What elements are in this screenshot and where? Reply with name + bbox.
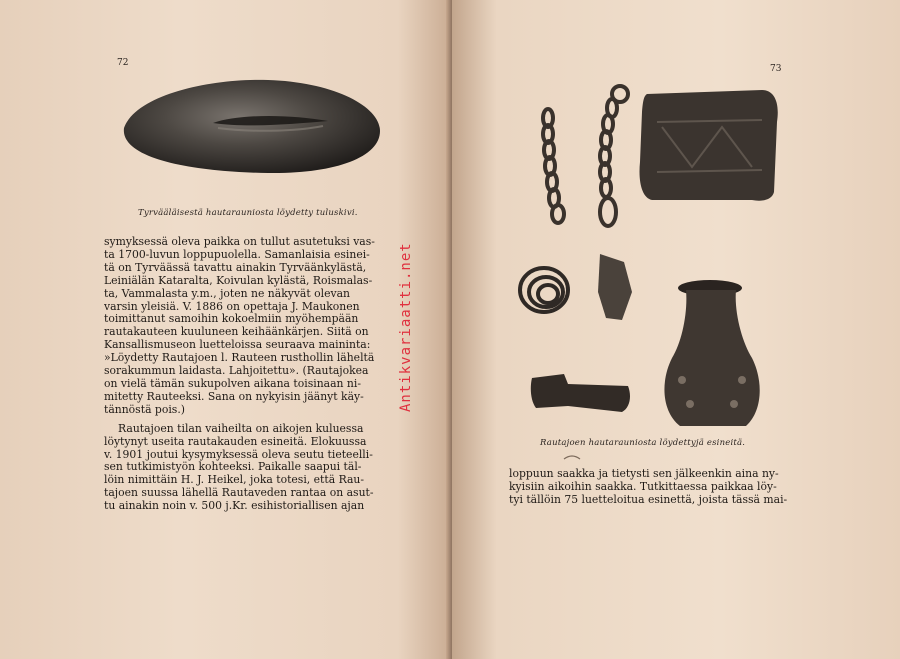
text-line: tännöstä pois.) xyxy=(104,403,185,416)
paragraph-3 xyxy=(509,468,801,507)
decorated-plate-artifact xyxy=(640,90,778,201)
text-line: kyisiin aikoihin saakka. Tutkittaessa paikkaa löy- xyxy=(509,480,777,493)
text-line: symyksessä oleva paikka on tullut asutetuksi vas- xyxy=(104,236,375,248)
text-line: ta 1700-luvun loppupuolella. Samanlaisia esinei- xyxy=(104,248,370,261)
text-line: varsin yleisiä. V. 1886 on opettaja J. Maukonen xyxy=(104,300,360,313)
text-line: Rautajoen tilan vaiheilta on aikojen kuluessa xyxy=(118,422,364,435)
text-line: löin nimittäin H. J. Heikel, joka totesi, että Rau- xyxy=(104,474,365,487)
text-line: toimittanut samoihin kokoelmiin myöhempään xyxy=(104,313,359,326)
text-line: »Löydetty Rautajoen l. Rauteen rusthollin läheltä xyxy=(104,352,375,365)
spiral-ring-artifact xyxy=(520,268,568,312)
bronze-vessel-artifact xyxy=(664,280,759,426)
iron-tool-artifact xyxy=(531,374,630,412)
left-body-text xyxy=(104,236,394,513)
text-line: Leiniälän Kataralta, Koivulan kylästä, Roismalas- xyxy=(104,274,373,287)
right-figure-caption: Rautajoen hautarauniosta löydettyjä esineitä. xyxy=(540,438,746,448)
flint-stone-image xyxy=(118,76,384,176)
text-line: ta, Vammalasta y.m., joten ne näkyvät olevan xyxy=(104,287,350,300)
paragraph-2 xyxy=(104,423,394,513)
watermark: Antikvariaatti.net xyxy=(398,242,414,412)
right-body-text xyxy=(509,468,801,507)
text-line: v. 1901 joutui kysymyksessä oleva seutu tieteelli- xyxy=(104,448,373,461)
page-number-left: 72 xyxy=(117,58,129,68)
text-line: rautakauteen kuuluneen keihäänkärjen. Siitä on xyxy=(104,326,369,339)
text-line: löytynyt useita rautakauden esineitä. Elokuussa xyxy=(104,435,367,448)
text-line: mitetty Rauteeksi. Sana on nykyisin jäänyt käy- xyxy=(104,390,364,403)
text-line: sorakummun laidasta. Lahjoitettu». (Rautajokea xyxy=(104,365,369,378)
text-line: tu ainakin noin v. 500 j.Kr. esihistoriallisen ajan xyxy=(104,500,365,513)
ornament-glyph xyxy=(562,453,582,463)
fragment-artifact xyxy=(598,254,632,320)
right-page xyxy=(452,0,900,659)
text-line: tä on Tyrväässä tavattu ainakin Tyrväänkylästä, xyxy=(104,261,367,274)
text-line: on vielä tämän sukupolven aikana toisinaan ni- xyxy=(104,377,361,390)
chain-artifact-1 xyxy=(543,109,564,223)
iron-age-artifacts-image xyxy=(512,82,792,434)
text-line: Kansallismuseon luetteloissa seuraava maininta: xyxy=(104,339,371,352)
text-line: loppuun saakka ja tietysti sen jälkeenkin aina ny- xyxy=(509,468,779,480)
left-figure-caption: Tyrvääläisestä hautarauniosta löydetty tuluskivi. xyxy=(138,208,358,218)
text-line: sen tutkimistyön kohteeksi. Paikalle saapui täl- xyxy=(104,461,362,474)
paragraph-1 xyxy=(104,236,394,417)
page-number-right: 73 xyxy=(770,64,782,74)
text-line: tajoen suussa lähellä Rautaveden rantaa on asut- xyxy=(104,487,374,500)
text-line: tyi tällöin 75 luetteloitua esinettä, joista tässä mai- xyxy=(509,493,788,506)
chain-artifact-2 xyxy=(600,86,628,226)
